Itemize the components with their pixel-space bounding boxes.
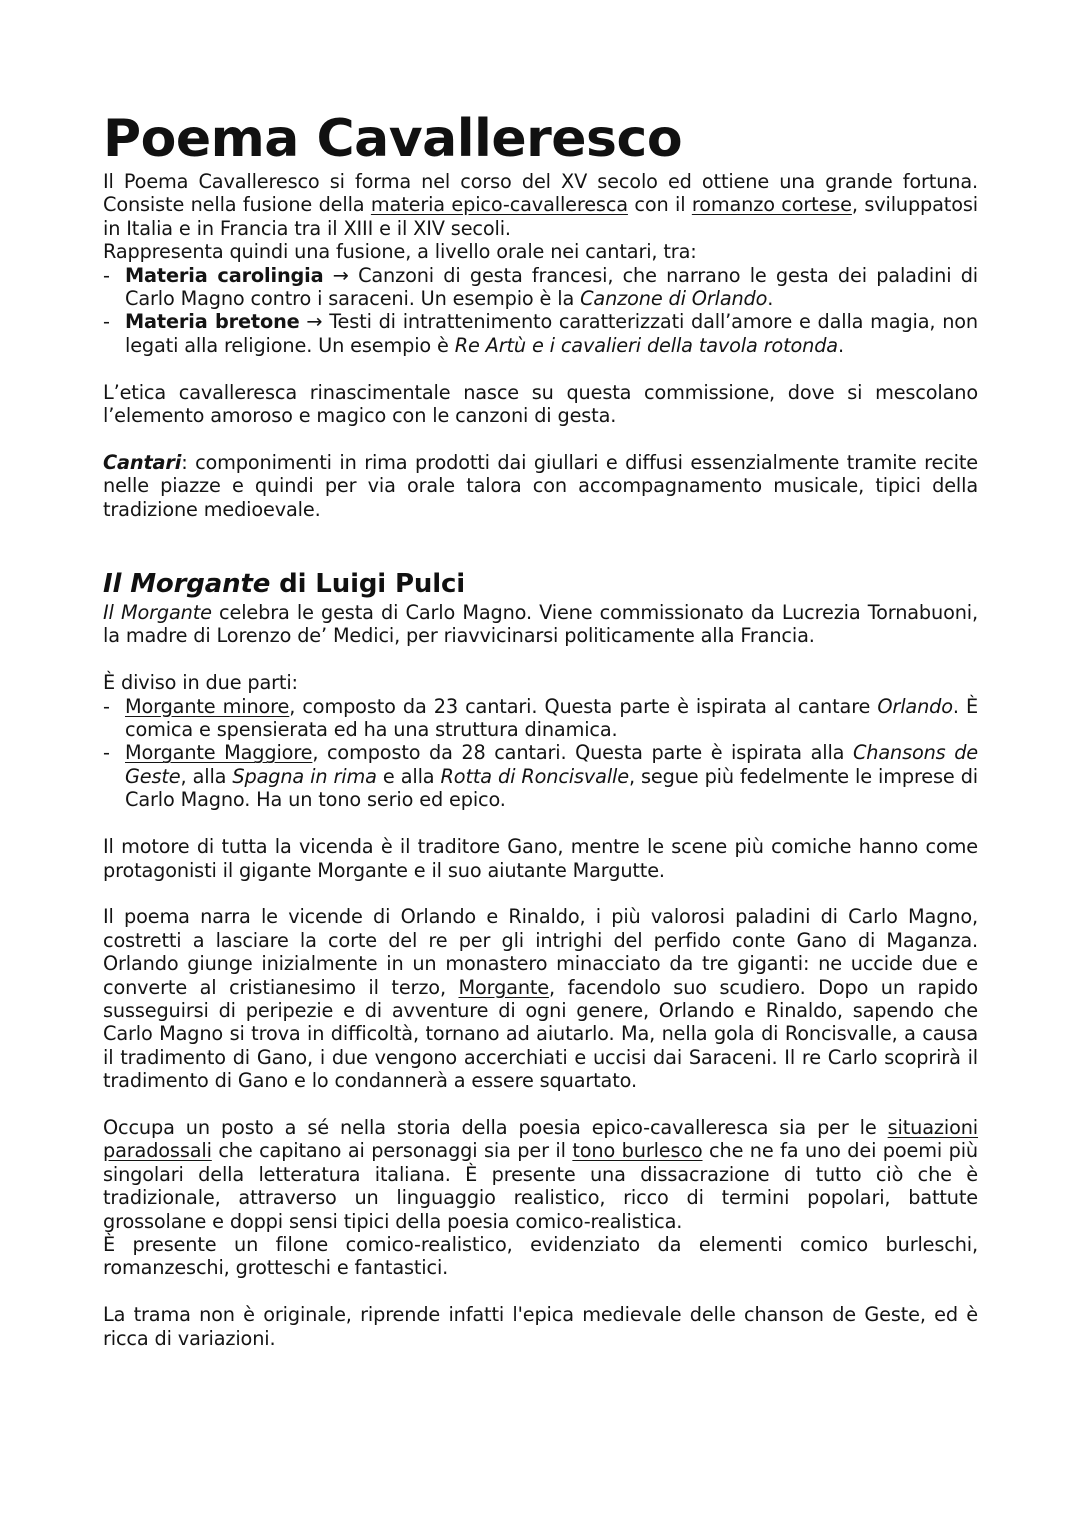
item-text-end: . <box>837 333 844 357</box>
filone-paragraph: È presente un filone comico-realistico, evidenziato da elementi comico burleschi, romanzeschi, grotteschi e fantastici. <box>103 1232 978 1280</box>
part-text: e alla <box>376 764 441 788</box>
morgante-title-italic: Il Morgante <box>103 601 212 625</box>
item-text: Testi di intrattenimento caratterizzati dall’amore e dalla magia, non legati alla religione. Un esempio è <box>125 310 978 357</box>
list-item <box>103 264 978 311</box>
part-italic: Rotta di Roncisvalle <box>440 764 629 788</box>
item-example: Re Artù e i cavalieri della tavola rotonda <box>454 333 838 357</box>
term-materia-bretone: Materia bretone <box>125 310 300 334</box>
trama-text-b: , facendolo suo scudiero. Dopo un rapido susseguirsi di peripezie e di avventure di ogni genere, Orlando e Rinaldo, sapendo che Carlo Magno si trova in difficoltà, tornano ad aiutarlo. Ma, nella gola di Roncisvalle, a causa il tradimento di Gano, i due vengono accerchiati e uccisi dai Saraceni. Il re Carlo scoprirà il tradimento di Gano e lo condannerà a essere squartato. <box>103 975 978 1093</box>
cantari-definition <box>103 451 978 521</box>
underline-morgante-maggiore: Morgante Maggiore <box>125 741 313 765</box>
intro-text-c: , sviluppatosi in Italia e in Francia tra il XIII e il XIV secoli. <box>103 193 978 240</box>
part-text: , composto da 23 cantari. Questa parte è ispirata al cantare <box>289 694 878 718</box>
heading-italic: Il Morgante <box>103 569 271 600</box>
motore-paragraph: Il motore di tutta la vicenda è il traditore Gano, mentre le scene più comiche hanno come protagonisti il gigante Morgante e il suo aiutante Margutte. <box>103 835 978 882</box>
etica-paragraph: L’etica cavalleresca rinascimentale nasce su questa commissione, dove si mescolano l’elemento amoroso e magico con le canzoni di gesta. <box>103 380 978 428</box>
underline-tono-burlesco: tono burlesco <box>572 1139 703 1163</box>
intro-text-b: con il <box>627 193 692 217</box>
posto-text-b: che capitano ai personaggi sia per il <box>211 1139 573 1163</box>
arrow-icon: → <box>299 310 330 334</box>
intro-text-a: Il Poema Cavalleresco si forma nel corso del XV secolo ed ottiene una grande fortuna. Consiste nella fusione della <box>103 170 978 217</box>
finale-paragraph: La trama non è originale, riprende infatti l'epica medievale delle chanson de Geste, ed è ricca di variazioni. <box>103 1303 978 1350</box>
page-title: Poema Cavalleresco <box>103 109 683 169</box>
item-text: Canzoni di gesta francesi, che narrano le gesta dei paladini di Carlo Magno contro i saraceni. Un esempio è la <box>125 263 978 311</box>
fusion-intro: Rappresenta quindi una fusione, a livello orale nei cantari, tra: <box>103 240 697 264</box>
parts-intro: È diviso in due parti: <box>103 671 298 695</box>
underline-morgante: Morgante <box>458 975 550 999</box>
underline-romanzo-cortese: romanzo cortese <box>691 193 852 217</box>
list-item <box>103 310 978 357</box>
posto-text-c: che ne fa uno dei poemi più singolari della letteratura italiana. È presente una dissacrazione di tutto ciò che è tradizionale, attraverso un linguaggio realistico, ricco di termini popolari, battute grossolane e doppi sensi tipici della poesia comico-realistica. <box>103 1139 978 1233</box>
underline-materia-epico: materia epico-cavalleresca <box>370 193 628 217</box>
heading-rest: di Luigi Pulci <box>270 569 466 600</box>
arrow-icon: → <box>323 263 359 287</box>
cantari-term: Cantari <box>103 450 182 474</box>
item-example: Canzone di Orlando <box>580 287 768 311</box>
parts-list <box>103 695 978 812</box>
section-heading-morgante <box>103 567 978 601</box>
part-italic: Orlando <box>877 694 953 718</box>
materia-list <box>103 264 978 358</box>
list-item <box>103 741 978 811</box>
posto-paragraph <box>103 1116 978 1233</box>
part-italic: Chansons de Geste <box>125 741 978 788</box>
underline-situazioni-paradossali: situazioni paradossali <box>103 1115 978 1163</box>
term-materia-carolingia: Materia carolingia <box>125 263 324 287</box>
intro-paragraph <box>103 170 978 240</box>
part-text-end: . È comica e spensierata ed ha una struttura dinamica. <box>125 694 978 742</box>
morgante-intro <box>103 601 978 648</box>
trama-paragraph <box>103 905 978 1092</box>
morgante-intro-text: celebra le gesta di Carlo Magno. Viene commissionato da Lucrezia Tornabuoni, la madre di Lorenzo de’ Medici, per riavvicinarsi politicamente alla Francia. <box>103 601 978 648</box>
underline-morgante-minore: Morgante minore <box>125 694 290 718</box>
part-text: , composto da 28 cantari. Questa parte è ispirata alla <box>312 741 853 765</box>
trama-text-a: Il poema narra le vicende di Orlando e Rinaldo, i più valorosi paladini di Carlo Magno, costretti a lasciare la corte del re per gli intrighi del perfido conte Gano di Maganza. Orlando giunge inizialmente in un monastero minacciato da tre giganti: ne uccide due e converte al cristianesimo il terzo, <box>103 905 978 999</box>
part-text: , alla <box>180 764 233 788</box>
document-page <box>103 108 978 1350</box>
list-item <box>103 695 978 742</box>
posto-text-a: Occupa un posto a sé nella storia della poesia epico-cavalleresca sia per le <box>103 1115 888 1139</box>
part-italic: Spagna in rima <box>232 764 377 788</box>
part-text-end: , segue più fedelmente le imprese di Carlo Magno. Ha un tono serio ed epico. <box>125 764 979 812</box>
item-text-end: . <box>767 287 774 311</box>
cantari-text: : componimenti in rima prodotti dai giullari e diffusi essenzialmente tramite recite nelle piazze e quindi per via orale talora con accompagnamento musicale, tipici della tradizione medioevale. <box>103 450 978 521</box>
